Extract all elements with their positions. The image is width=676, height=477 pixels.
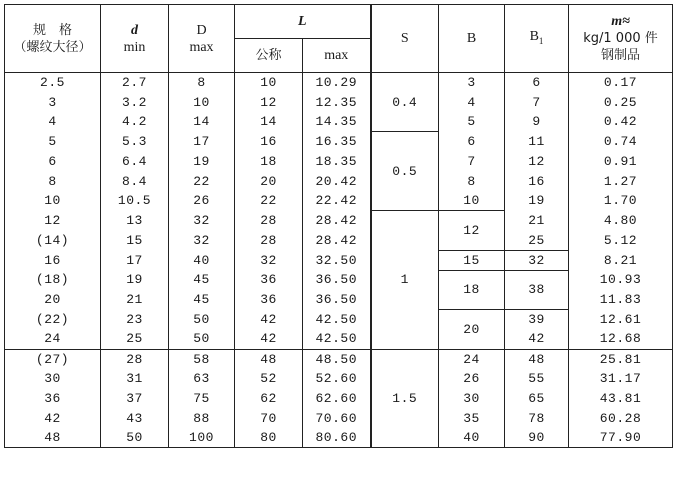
cell-d: 21 bbox=[101, 290, 169, 310]
cell-spec: 8 bbox=[5, 171, 101, 191]
cell-D: 88 bbox=[169, 408, 235, 428]
cell-B: 35 bbox=[439, 408, 505, 428]
table-row bbox=[5, 191, 673, 211]
cell-B: 4 bbox=[439, 92, 505, 112]
cell-d: 4.2 bbox=[101, 112, 169, 132]
cell-m: 8.21 bbox=[569, 250, 673, 270]
cell-m: 0.74 bbox=[569, 132, 673, 152]
cell-L-max: 16.35 bbox=[303, 132, 371, 152]
cell-B1: 25 bbox=[505, 231, 569, 251]
cell-S: 0.5 bbox=[371, 132, 439, 211]
cell-D: 32 bbox=[169, 231, 235, 251]
cell-m: 77.90 bbox=[569, 428, 673, 448]
header-spec bbox=[5, 5, 101, 73]
cell-B: 10 bbox=[439, 191, 505, 211]
cell-spec: 3 bbox=[5, 92, 101, 112]
cell-m: 0.42 bbox=[569, 112, 673, 132]
table-row bbox=[5, 152, 673, 172]
cell-spec: (22) bbox=[5, 310, 101, 330]
cell-B1: 7 bbox=[505, 92, 569, 112]
cell-B: 20 bbox=[439, 310, 505, 350]
table-row bbox=[5, 329, 673, 349]
cell-spec: 42 bbox=[5, 408, 101, 428]
cell-m: 11.83 bbox=[569, 290, 673, 310]
cell-D: 100 bbox=[169, 428, 235, 448]
table-row bbox=[5, 231, 673, 251]
cell-L-max: 10.29 bbox=[303, 73, 371, 93]
cell-spec: 16 bbox=[5, 250, 101, 270]
cell-m: 31.17 bbox=[569, 369, 673, 389]
cell-spec: (14) bbox=[5, 231, 101, 251]
header-B1-sub: 1 bbox=[538, 35, 544, 46]
cell-spec: 10 bbox=[5, 191, 101, 211]
table-row bbox=[5, 270, 673, 290]
cell-B1: 42 bbox=[505, 329, 569, 349]
header-m-symbol: m≈ bbox=[611, 14, 630, 29]
table-row bbox=[5, 171, 673, 191]
cell-L-max: 42.50 bbox=[303, 310, 371, 330]
cell-L-nominal: 42 bbox=[235, 329, 303, 349]
cell-L-nominal: 16 bbox=[235, 132, 303, 152]
table-row bbox=[5, 310, 673, 330]
cell-B1: 65 bbox=[505, 389, 569, 409]
cell-L-nominal: 62 bbox=[235, 389, 303, 409]
table-row bbox=[5, 92, 673, 112]
cell-d: 17 bbox=[101, 250, 169, 270]
cell-spec: 2.5 bbox=[5, 73, 101, 93]
cell-D: 22 bbox=[169, 171, 235, 191]
cell-L-nominal: 22 bbox=[235, 191, 303, 211]
cell-spec: 4 bbox=[5, 112, 101, 132]
header-B bbox=[439, 5, 505, 73]
cell-d: 28 bbox=[101, 349, 169, 369]
cell-d: 43 bbox=[101, 408, 169, 428]
cell-m: 0.91 bbox=[569, 152, 673, 172]
cell-B: 6 bbox=[439, 132, 505, 152]
cell-D: 17 bbox=[169, 132, 235, 152]
cell-B1: 6 bbox=[505, 73, 569, 93]
cell-d: 5.3 bbox=[101, 132, 169, 152]
header-spec-line-1: 规 格 bbox=[32, 22, 72, 38]
table-row bbox=[5, 112, 673, 132]
cell-D: 10 bbox=[169, 92, 235, 112]
cell-spec: 12 bbox=[5, 211, 101, 231]
header-d bbox=[101, 5, 169, 73]
cell-L-max: 36.50 bbox=[303, 290, 371, 310]
cell-L-max: 22.42 bbox=[303, 191, 371, 211]
header-L bbox=[235, 5, 371, 39]
table-row bbox=[5, 132, 673, 152]
header-m-material: 钢制品 bbox=[600, 48, 640, 63]
cell-m: 1.27 bbox=[569, 171, 673, 191]
cell-spec: 6 bbox=[5, 152, 101, 172]
cell-L-max: 20.42 bbox=[303, 171, 371, 191]
cell-L-nominal: 42 bbox=[235, 310, 303, 330]
cell-D: 45 bbox=[169, 290, 235, 310]
cell-L-max: 42.50 bbox=[303, 329, 371, 349]
cell-d: 6.4 bbox=[101, 152, 169, 172]
cell-L-max: 28.42 bbox=[303, 231, 371, 251]
cell-D: 40 bbox=[169, 250, 235, 270]
cell-L-max: 70.60 bbox=[303, 408, 371, 428]
cell-L-nominal: 32 bbox=[235, 250, 303, 270]
table-row bbox=[5, 250, 673, 270]
header-m bbox=[569, 5, 673, 73]
cell-D: 50 bbox=[169, 310, 235, 330]
cell-L-max: 12.35 bbox=[303, 92, 371, 112]
cell-B1: 9 bbox=[505, 112, 569, 132]
header-B1 bbox=[505, 5, 569, 73]
header-S bbox=[371, 5, 439, 73]
cell-L-nominal: 10 bbox=[235, 73, 303, 93]
cell-D: 50 bbox=[169, 329, 235, 349]
cell-D: 8 bbox=[169, 73, 235, 93]
cell-m: 43.81 bbox=[569, 389, 673, 409]
table-row bbox=[5, 369, 673, 389]
cell-B: 24 bbox=[439, 349, 505, 369]
cell-D: 14 bbox=[169, 112, 235, 132]
table-row bbox=[5, 349, 673, 369]
cell-B1: 39 bbox=[505, 310, 569, 330]
header-B-symbol: B bbox=[466, 31, 477, 46]
cell-d: 19 bbox=[101, 270, 169, 290]
table-row bbox=[5, 428, 673, 448]
cell-B1: 21 bbox=[505, 211, 569, 231]
cell-L-max: 28.42 bbox=[303, 211, 371, 231]
cell-spec: 30 bbox=[5, 369, 101, 389]
cell-B: 7 bbox=[439, 152, 505, 172]
cell-L-max: 62.60 bbox=[303, 389, 371, 409]
cell-d: 25 bbox=[101, 329, 169, 349]
table-row bbox=[5, 408, 673, 428]
cell-L-nominal: 52 bbox=[235, 369, 303, 389]
cell-L-nominal: 12 bbox=[235, 92, 303, 112]
cell-L-max: 18.35 bbox=[303, 152, 371, 172]
cell-B: 12 bbox=[439, 211, 505, 251]
header-spec-line-2: （螺纹大径） bbox=[13, 39, 92, 55]
cell-B1: 19 bbox=[505, 191, 569, 211]
cell-L-nominal: 48 bbox=[235, 349, 303, 369]
cell-d: 15 bbox=[101, 231, 169, 251]
cell-d: 13 bbox=[101, 211, 169, 231]
cell-L-max: 48.50 bbox=[303, 349, 371, 369]
cell-B1: 90 bbox=[505, 428, 569, 448]
cell-m: 60.28 bbox=[569, 408, 673, 428]
cell-B1: 78 bbox=[505, 408, 569, 428]
table-wrapper bbox=[4, 4, 673, 448]
header-L-max bbox=[303, 39, 371, 73]
cell-d: 2.7 bbox=[101, 73, 169, 93]
cell-d: 8.4 bbox=[101, 171, 169, 191]
cell-m: 0.17 bbox=[569, 73, 673, 93]
cell-spec: 36 bbox=[5, 389, 101, 409]
cell-m: 4.80 bbox=[569, 211, 673, 231]
cell-D: 75 bbox=[169, 389, 235, 409]
cell-m: 5.12 bbox=[569, 231, 673, 251]
cell-d: 3.2 bbox=[101, 92, 169, 112]
cell-D: 26 bbox=[169, 191, 235, 211]
table-row bbox=[5, 211, 673, 231]
table-header bbox=[5, 5, 673, 73]
cell-spec: (27) bbox=[5, 349, 101, 369]
cell-L-max: 14.35 bbox=[303, 112, 371, 132]
cell-B1: 38 bbox=[505, 270, 569, 310]
cell-L-max: 36.50 bbox=[303, 270, 371, 290]
cell-spec: 24 bbox=[5, 329, 101, 349]
cell-spec: 5 bbox=[5, 132, 101, 152]
header-L-nominal bbox=[235, 39, 303, 73]
header-d-sub: min bbox=[123, 39, 146, 55]
cell-S: 0.4 bbox=[371, 73, 439, 132]
cell-S: 1 bbox=[371, 211, 439, 349]
header-d-symbol: d bbox=[131, 22, 138, 38]
cell-m: 0.25 bbox=[569, 92, 673, 112]
cell-L-nominal: 28 bbox=[235, 211, 303, 231]
cell-L-max: 32.50 bbox=[303, 250, 371, 270]
cell-B: 3 bbox=[439, 73, 505, 93]
cell-L-nominal: 80 bbox=[235, 428, 303, 448]
cell-B: 5 bbox=[439, 112, 505, 132]
header-S-symbol: S bbox=[400, 31, 409, 46]
cell-L-nominal: 28 bbox=[235, 231, 303, 251]
header-L-nominal-label: 公称 bbox=[255, 48, 282, 63]
cell-L-nominal: 20 bbox=[235, 171, 303, 191]
header-L-symbol: L bbox=[297, 14, 307, 29]
header-D-sub: max bbox=[189, 39, 214, 55]
cell-D: 58 bbox=[169, 349, 235, 369]
cell-d: 50 bbox=[101, 428, 169, 448]
cell-B: 18 bbox=[439, 270, 505, 310]
cell-L-nominal: 70 bbox=[235, 408, 303, 428]
cell-L-max: 52.60 bbox=[303, 369, 371, 389]
cell-D: 32 bbox=[169, 211, 235, 231]
cell-B1: 32 bbox=[505, 250, 569, 270]
table-row bbox=[5, 389, 673, 409]
cell-B1: 16 bbox=[505, 171, 569, 191]
cell-d: 31 bbox=[101, 369, 169, 389]
cell-L-nominal: 36 bbox=[235, 270, 303, 290]
cell-B1: 55 bbox=[505, 369, 569, 389]
cell-D: 19 bbox=[169, 152, 235, 172]
cell-D: 45 bbox=[169, 270, 235, 290]
table-row bbox=[5, 290, 673, 310]
cell-L-nominal: 18 bbox=[235, 152, 303, 172]
spec-table bbox=[4, 4, 673, 448]
cell-spec: (18) bbox=[5, 270, 101, 290]
cell-B: 8 bbox=[439, 171, 505, 191]
cell-m: 25.81 bbox=[569, 349, 673, 369]
table-row bbox=[5, 73, 673, 93]
cell-d: 23 bbox=[101, 310, 169, 330]
header-D-symbol: D bbox=[196, 22, 207, 38]
cell-S: 1.5 bbox=[371, 349, 439, 448]
cell-B: 26 bbox=[439, 369, 505, 389]
cell-m: 12.68 bbox=[569, 329, 673, 349]
cell-m: 12.61 bbox=[569, 310, 673, 330]
cell-B1: 12 bbox=[505, 152, 569, 172]
cell-B1: 48 bbox=[505, 349, 569, 369]
header-D bbox=[169, 5, 235, 73]
cell-L-nominal: 14 bbox=[235, 112, 303, 132]
table-body bbox=[5, 73, 673, 448]
header-m-unit: kg/1 000 件 bbox=[583, 31, 658, 46]
cell-d: 37 bbox=[101, 389, 169, 409]
cell-B: 40 bbox=[439, 428, 505, 448]
cell-m: 10.93 bbox=[569, 270, 673, 290]
cell-d: 10.5 bbox=[101, 191, 169, 211]
cell-B: 30 bbox=[439, 389, 505, 409]
cell-B: 15 bbox=[439, 250, 505, 270]
cell-L-nominal: 36 bbox=[235, 290, 303, 310]
cell-L-max: 80.60 bbox=[303, 428, 371, 448]
cell-spec: 48 bbox=[5, 428, 101, 448]
cell-B1: 11 bbox=[505, 132, 569, 152]
cell-D: 63 bbox=[169, 369, 235, 389]
header-L-max-label: max bbox=[324, 48, 349, 63]
header-B1-symbol: B bbox=[529, 28, 539, 44]
cell-m: 1.70 bbox=[569, 191, 673, 211]
cell-spec: 20 bbox=[5, 290, 101, 310]
